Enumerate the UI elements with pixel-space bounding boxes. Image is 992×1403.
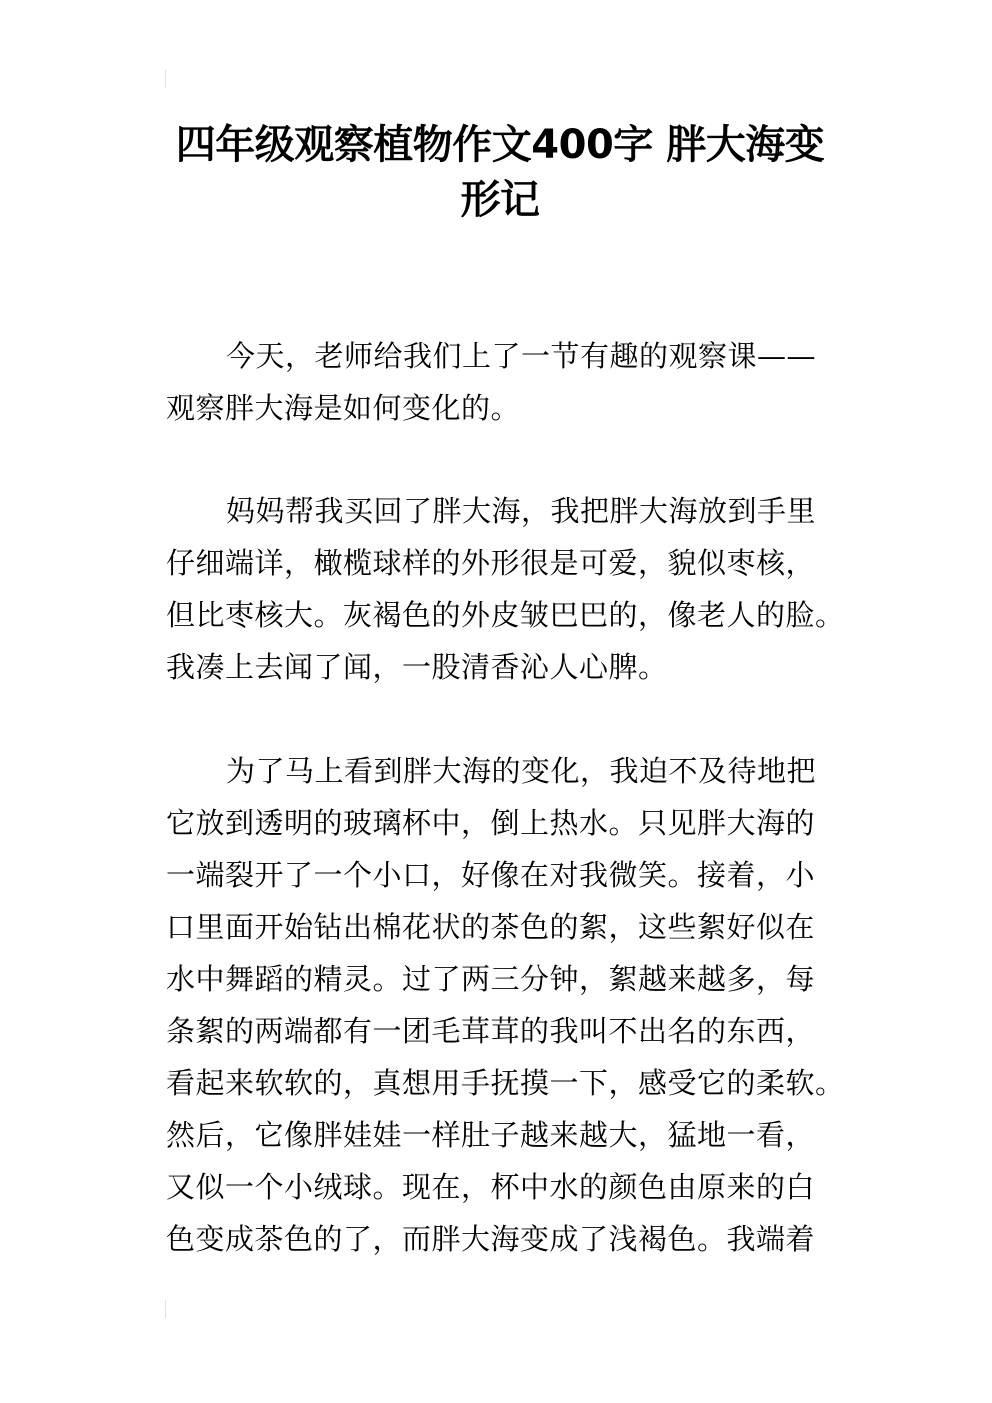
- paragraph-line: 但比枣核大。灰褐色的外皮皱巴巴的，像老人的脸。: [166, 598, 845, 632]
- paragraph-line: 为了马上看到胖大海的变化，我迫不及待地把: [226, 754, 817, 788]
- paragraph-line: 条絮的两端都有一团毛茸茸的我叫不出名的东西，: [166, 1014, 816, 1048]
- paragraph-line: 一端裂开了一个小口，好像在对我微笑。接着，小: [166, 858, 816, 892]
- title-line: 形记: [460, 177, 540, 223]
- paragraph-line: 色变成茶色的了，而胖大海变成了浅褐色。我端着: [166, 1222, 816, 1256]
- paragraph-3: [166, 745, 845, 1265]
- title-line: 四年级观察植物作文400字 胖大海变: [175, 122, 825, 168]
- paragraph-line: 妈妈帮我买回了胖大海，我把胖大海放到手里: [226, 494, 817, 528]
- paragraph-line: 它放到透明的玻璃杯中，倒上热水。只见胖大海的: [166, 806, 816, 840]
- paragraph-1: [166, 330, 842, 434]
- page-corner-mark-top: [165, 70, 166, 88]
- paragraph-line: 今天，老师给我们上了一节有趣的观察课——: [226, 339, 817, 373]
- paragraph-line: 观察胖大海是如何变化的。: [166, 391, 521, 425]
- page-corner-mark-bottom: [165, 1300, 166, 1318]
- paragraph-line: 口里面开始钻出棉花状的茶色的絮，这些絮好似在: [166, 910, 816, 944]
- paragraph-line: 又似一个小绒球。现在，杯中水的颜色由原来的白: [166, 1170, 816, 1204]
- paragraph-line: 水中舞蹈的精灵。过了两三分钟，絮越来越多，每: [166, 962, 816, 996]
- paragraph-line: 我凑上去闻了闻，一股清香沁人心脾。: [166, 650, 668, 684]
- paragraph-line: 看起来软软的，真想用手抚摸一下，感受它的柔软。: [166, 1066, 845, 1100]
- paragraph-line: 仔细端详，橄榄球样的外形很是可爱，貌似枣核，: [166, 546, 816, 580]
- paragraph-line: 然后，它像胖娃娃一样肚子越来越大，猛地一看，: [166, 1118, 816, 1152]
- paragraph-2: [166, 485, 845, 693]
- document-title: [150, 118, 850, 228]
